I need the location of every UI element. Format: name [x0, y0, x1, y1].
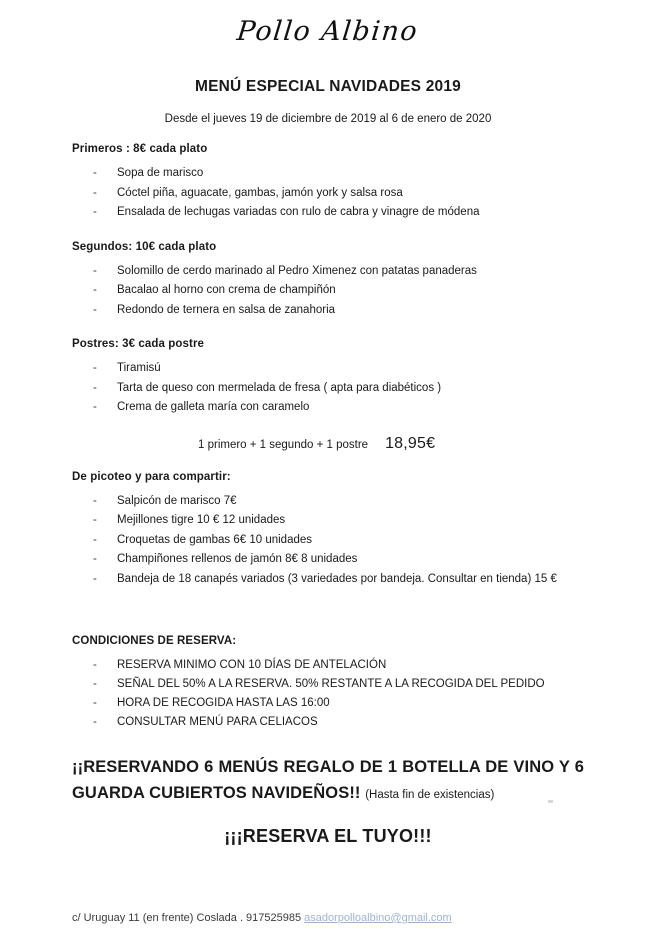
list-item: [72, 694, 584, 713]
list-item-label: Salpicón de marisco 7€: [117, 494, 237, 507]
section-heading-postres: Postres: 3€ cada postre: [72, 338, 205, 350]
combo-price-value: 18,95€: [385, 434, 436, 452]
footer-email-link[interactable]: asadorpolloalbino@gmail.com: [304, 912, 452, 924]
section-heading-primeros: Primeros : 8€ cada plato: [72, 143, 208, 155]
dash-bullet-icon: -: [93, 697, 97, 709]
dash-bullet-icon: -: [93, 303, 97, 316]
dash-bullet-icon: -: [93, 514, 97, 526]
brand-logo-text: Pollo Albino: [235, 16, 421, 47]
section-picoteo: [72, 471, 584, 590]
list-item-label: Cóctel piña, aguacate, gambas, jamón york y salsa rosa: [117, 186, 403, 199]
dash-bullet-icon: -: [93, 659, 97, 671]
page-subtitle: Desde el jueves 19 de diciembre de 2019 al 6 de enero de 2020: [164, 113, 492, 125]
promo-note: (Hasta fin de existencias): [365, 789, 495, 801]
dash-bullet-icon: -: [93, 533, 97, 546]
masthead: [72, 0, 584, 60]
list-item: [72, 656, 584, 675]
list-item: [72, 675, 584, 694]
dash-bullet-icon: -: [93, 206, 97, 218]
list-item: [72, 203, 584, 223]
list-item-label: Sopa de marisco: [117, 167, 204, 179]
section-heading-picoteo: De picoteo y para compartir:: [72, 470, 231, 483]
section-condiciones: [72, 635, 584, 732]
list-item-label: Redondo de ternera en salsa de zanahoria: [117, 303, 336, 316]
list-item: [72, 359, 584, 379]
footer: [72, 912, 584, 924]
list-item-label: CONSULTAR MENÚ PARA CELIACOS: [117, 716, 318, 728]
list-item-label: Mejillones tigre 10 € 12 unidades: [117, 514, 286, 526]
section-heading-segundos: Segundos: 10€ cada plato: [72, 240, 217, 253]
promo-headline-text: ¡¡RESERVANDO 6 MENÚS REGALO DE 1 BOTELLA DE VINO Y 6 GUARDA CUBIERTOS NAVIDEÑOS!!: [72, 758, 584, 802]
combo-price-row: [72, 435, 584, 453]
section-postres: [72, 338, 584, 418]
list-item-label: Solomillo de cerdo marinado al Pedro Ximenez con patatas panaderas: [117, 264, 477, 277]
list-item-label: Bacalao al horno con crema de champiñón: [117, 284, 336, 296]
list-item: [72, 492, 584, 512]
page-title: MENÚ ESPECIAL NAVIDADES 2019: [194, 78, 461, 95]
promo-headline: [72, 754, 584, 808]
footer-address: c/ Uruguay 11 (en frente) Coslada . 917525985: [72, 912, 305, 924]
list-item: [72, 379, 584, 399]
list-item: [72, 511, 584, 531]
list-item-label: Ensalada de lechugas variadas con rulo de cabra y vinagre de módena: [117, 206, 480, 218]
dash-bullet-icon: -: [93, 401, 97, 413]
list-item-label: Croquetas de gambas 6€ 10 unidades: [117, 533, 313, 546]
list-item: [72, 531, 584, 551]
dash-bullet-icon: -: [93, 381, 97, 394]
list-item-label: Tiramisú: [117, 362, 161, 374]
list-item: [72, 570, 584, 590]
section-segundos: [72, 241, 584, 321]
dash-bullet-icon: -: [93, 186, 97, 199]
list-primeros: [72, 164, 584, 223]
dash-bullet-icon: -: [93, 553, 97, 565]
list-item-label: Crema de galleta maría con caramelo: [117, 401, 310, 413]
list-item: [72, 713, 584, 732]
list-item-label: Champiñones rellenos de jamón 8€ 8 unidades: [117, 553, 358, 565]
dash-bullet-icon: -: [93, 716, 97, 728]
list-item: [72, 164, 584, 184]
list-item: [72, 398, 584, 418]
dash-bullet-icon: -: [93, 678, 97, 690]
promo-cta: ¡¡¡RESERVA EL TUYO!!!: [224, 826, 432, 846]
list-item-label: RESERVA MINIMO CON 10 DÍAS DE ANTELACIÓN: [117, 659, 387, 671]
list-item: [72, 281, 584, 301]
list-segundos: [72, 262, 584, 321]
list-postres: [72, 359, 584, 418]
dash-bullet-icon: -: [93, 264, 97, 277]
list-item: [72, 262, 584, 282]
dash-bullet-icon: -: [93, 572, 97, 585]
promo-block: [72, 754, 584, 847]
list-item: [72, 301, 584, 321]
list-item-label: Tarta de queso con mermelada de fresa ( apta para diabéticos ): [117, 381, 442, 394]
section-primeros: [72, 143, 584, 223]
list-condiciones: [72, 656, 584, 732]
list-item-label: Bandeja de 18 canapés variados (3 variedades por bandeja. Consultar en tienda) 15 €: [117, 572, 557, 585]
dash-bullet-icon: -: [93, 494, 97, 507]
dash-bullet-icon: -: [93, 167, 97, 179]
list-picoteo: [72, 492, 584, 590]
scan-artifact: [548, 800, 553, 803]
combo-description: 1 primero + 1 segundo + 1 postre: [198, 438, 369, 451]
section-heading-condiciones: CONDICIONES DE RESERVA:: [72, 635, 237, 647]
list-item-label: SEÑAL DEL 50% A LA RESERVA. 50% RESTANTE A LA RECOGIDA DEL PEDIDO: [117, 678, 545, 690]
dash-bullet-icon: -: [93, 362, 97, 374]
dash-bullet-icon: -: [93, 284, 97, 296]
list-item-label: HORA DE RECOGIDA HASTA LAS 16:00: [117, 697, 330, 709]
list-item: [72, 550, 584, 570]
list-item: [72, 184, 584, 204]
